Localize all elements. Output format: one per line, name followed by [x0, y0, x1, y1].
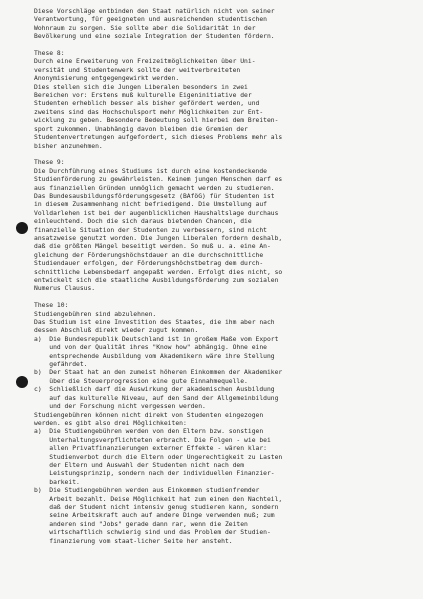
text-line: und der Forschung nicht vergessen werden.: [34, 403, 206, 411]
text-line: Dies stellen sich die Jungen Liberalen besonders in zwei: [34, 83, 248, 91]
text-line: [34, 42, 406, 50]
text-line: Anonymisierung entgegengewirkt werden.: [34, 75, 180, 83]
text-line: These 8:: [34, 50, 65, 58]
text-line: allen Privatfinanzierungen externer Effekte - wären klar:: [34, 445, 267, 453]
text-line: Bereichen vor: Erstens muß kulturelle Eigeninitiative der: [34, 92, 252, 100]
text-line: Studenten erheblich besser als bisher gefördert werden, und: [34, 100, 260, 108]
text-line: anderen sind "Jobs" gerade dann rar, wenn die Zeiten: [34, 520, 248, 528]
text-line: Studentenvertretungen aufgefordert, sich dieses Problems mehr als: [34, 134, 283, 142]
text-line: sport zukommen. Unabhängig davon bleiben die Gremien der: [34, 125, 248, 133]
text-line: und von der Qualität ihres "Know how" abhängig. Ohne eine: [34, 344, 267, 352]
text-line: auf das kulturelle Niveau, auf den Sand der Allgemeinbildung: [34, 394, 279, 402]
text-line: wirtschaftlich schwierig sind und das Problem der Studien-: [34, 529, 271, 537]
text-line: entsprechende Ausbildung vom Akademikern wäre ihre Stellung: [34, 352, 275, 360]
text-line: bisher anzunehmen.: [34, 142, 103, 150]
text-line: Wohnraum zu sorgen. Sie sollte aber die Solidarität in der: [34, 24, 256, 32]
text-line: gleichung der Förderungshöchstdauer an die durchschnittliche: [34, 251, 264, 259]
text-line: Unterhaltungsverpflichteten erbracht. Die Folgen - wie bei: [34, 436, 271, 444]
text-line: Studienförderung zu gewährleisten. Keinem jungen Menschen darf es: [34, 176, 283, 184]
text-line: Studiendauer erfolgen, der Förderungshöchstbetrag dem durch-: [34, 260, 264, 268]
text-line: aus finanziellen Gründen unmöglich gemacht werden zu studieren.: [34, 184, 275, 192]
text-line: Arbeit bezahlt. Deise Möglichkeit hat zum einen den Nachteil,: [34, 495, 283, 503]
text-line: Volldarlehen ist bei der augenblicklichen Haushaltslage durchaus: [34, 209, 279, 217]
text-line: der Eltern und Auswahl der Studenten nicht nach dem: [34, 461, 245, 469]
text-line: These 9:: [34, 159, 65, 167]
punch-hole-lower: [16, 376, 28, 388]
document-body-text: [34, 8, 406, 546]
text-line: Studienverbot durch die Eltern oder Ungerechtigkeit zu Lasten: [34, 453, 283, 461]
text-line: werden. es gibt also drei Möglichkeiten:: [34, 419, 187, 427]
text-line: daß der Student nicht intensiv genug studieren kann, sondern: [34, 503, 279, 511]
text-line: schnittliche Lebensbedarf angepaßt werden. Erfolgt dies nicht, so: [34, 268, 283, 276]
text-line: Das Studium ist eine Investition des Staates, die ihm aber nach: [34, 319, 275, 327]
text-line: einleuchtend. Doch die sich daraus bietenden Chancen, die: [34, 218, 252, 226]
text-line: ansatzweise genutzt worden. Die Jungen Liberalen fordern deshalb,: [34, 234, 283, 242]
text-line: [34, 294, 406, 302]
text-line: c) Schließlich darf die Auswirkung der akademischen Ausbildung: [34, 386, 275, 394]
text-line: Bevölkerung und eine soziale Integration der Studenten fördern.: [34, 33, 275, 41]
text-line: wicklung zu geben. Besondere Bedeutung soll hierbei dem Breiten-: [34, 117, 279, 125]
text-line: versität und Studentenwerk sollte der weitverbreiteten: [34, 66, 241, 74]
text-line: Das Bundesausbildungsförderungsgesetz (BAföG) für Studenten ist: [34, 192, 275, 200]
text-line: Leistungsprinzip, sondern nach der individuellen Finanzier-: [34, 470, 275, 478]
text-line: seine Arbeitskraft auch auf andere Dinge verwenden muß; zum: [34, 512, 275, 520]
text-line: finanzierung vom staat-licher Seite her ansteht.: [34, 537, 233, 545]
text-line: b) Die Studiengebühren werden aus Einkommen studienfremder: [34, 487, 260, 495]
text-line: finanzielle Situation der Studenten zu verbessern, sind nicht: [34, 226, 267, 234]
text-line: Studiengebühren sind abzulehnen.: [34, 310, 157, 318]
text-line: a) Die Bundesrepublik Deutschland ist in großem Maße vom Export: [34, 335, 279, 343]
text-line: Studiengebühren können nicht direkt von Studenten eingezogen: [34, 411, 264, 419]
text-line: Die Durchführung eines Studiums ist durch eine kostendeckende: [34, 167, 267, 175]
text-line: über die Steuerprogression eine gute Einnahmequelle.: [34, 377, 248, 385]
text-line: Numerus Clausus.: [34, 285, 96, 293]
text-line: These 10:: [34, 302, 69, 310]
text-line: daß die größten Mängel beseitigt werden. So muß u. a. eine An-: [34, 243, 271, 251]
text-line: in diesem Zusammenhang nicht befriedigend. Die Umstellung auf: [34, 201, 267, 209]
text-line: Diese Vorschläge entbinden den Staat natürlich nicht von seiner: [34, 8, 275, 15]
punch-hole-upper: [16, 222, 28, 234]
text-line: gefährdet.: [34, 361, 88, 369]
text-line: entwickelt sich die staatliche Ausbildungsförderung zum sozialen: [34, 277, 279, 284]
text-line: [34, 151, 406, 159]
text-line: dessen Abschluß direkt wieder zugut kommen.: [34, 327, 199, 335]
text-line: Verantwortung, für geeigneten und ausreichenden studentischen: [34, 16, 267, 24]
text-line: b) Der Staat hat an den zumeist höheren Einkommen der Akademiker: [34, 369, 283, 377]
text-line: zweitens sind das Hochschulsport mehr Möglichkeiten zur Ent-: [34, 108, 264, 116]
text-line: barkeit.: [34, 478, 80, 486]
text-line: a) Die Studiengebühren werden von den Eltern bzw. sonstigen: [34, 428, 264, 436]
text-line: Durch eine Erweiterung von Freizeitmöglichkeiten über Uni-: [34, 58, 256, 66]
